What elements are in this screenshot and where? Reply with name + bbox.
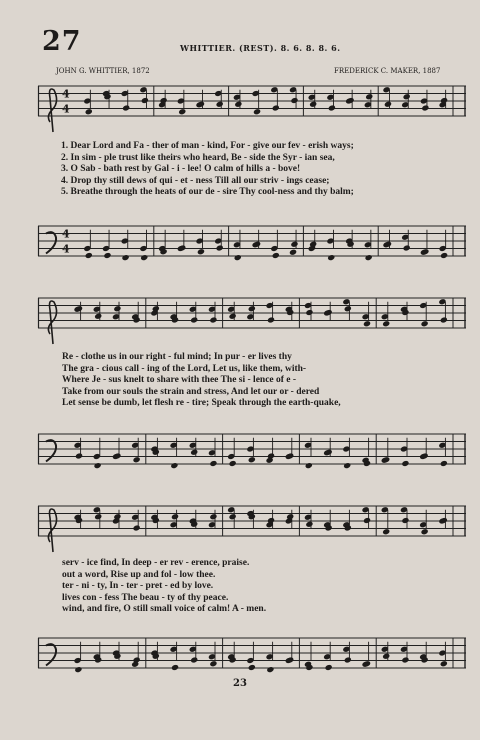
note-head bbox=[272, 104, 280, 111]
lyric-line: out a word, Rise up and fol - low thee. bbox=[62, 569, 216, 580]
bass-staff-1 bbox=[38, 220, 466, 262]
note-head bbox=[253, 108, 261, 115]
note-head bbox=[85, 108, 93, 115]
lyric-line: Re - clothe us in our right - ful mind; In pur - er lives thy bbox=[62, 352, 292, 362]
note-head bbox=[209, 316, 217, 323]
note-head bbox=[74, 666, 82, 673]
note-head bbox=[197, 248, 205, 255]
note-head bbox=[216, 101, 224, 108]
note-head bbox=[209, 660, 217, 667]
note-head bbox=[209, 460, 217, 467]
treble-clef-icon bbox=[48, 509, 56, 552]
lyric-line: 3. O Sab - bath rest by Gal - i - lee! O calm of hills a - bove! bbox=[61, 164, 301, 174]
note-head bbox=[141, 97, 149, 104]
note-head bbox=[421, 528, 429, 535]
note-head bbox=[122, 104, 130, 111]
note-head bbox=[103, 252, 111, 259]
lyric-line: The gra - cious call - ing of the Lord, Let us, like them, with- bbox=[62, 363, 307, 374]
note-head bbox=[234, 254, 242, 261]
note-head bbox=[94, 462, 102, 469]
lyric-line: 2. In sim - ple trust like theirs who heard, Be - side the Syr - ian sea, bbox=[61, 152, 335, 163]
note-head bbox=[365, 254, 373, 261]
time-signature: 4 bbox=[62, 227, 70, 241]
note-head bbox=[140, 254, 148, 261]
note-head bbox=[365, 93, 373, 100]
note-head bbox=[290, 97, 298, 104]
note-head bbox=[266, 666, 274, 673]
composer-credit: FREDERICK C. MAKER, 1887 bbox=[334, 67, 441, 75]
treble-staff-2 bbox=[38, 292, 466, 334]
note-head bbox=[234, 101, 242, 108]
time-signature: 4 bbox=[62, 102, 70, 116]
note-head bbox=[190, 656, 198, 663]
note-head bbox=[327, 254, 335, 261]
note-head bbox=[190, 316, 198, 323]
treble-clef-icon bbox=[48, 89, 56, 132]
lyric-line: lives con - fess The beau - ty of thy peace. bbox=[62, 592, 229, 603]
lyric-line: wind, and fire, O still small voice of calm! A - men. bbox=[62, 604, 267, 614]
note-head bbox=[229, 313, 237, 320]
lyrics-block-3 bbox=[62, 558, 266, 616]
note-head bbox=[209, 513, 217, 520]
time-signature: 4 bbox=[62, 87, 70, 101]
time-signature: 4 bbox=[62, 242, 70, 256]
lyric-line: 1. Dear Lord and Fa - ther of man - kind, For - give our fev - erish ways; bbox=[61, 141, 354, 151]
note-head bbox=[382, 320, 390, 327]
note-head bbox=[171, 513, 179, 520]
note-head bbox=[325, 664, 333, 671]
note-head bbox=[403, 93, 411, 100]
lyric-line: 4. Drop thy still dews of qui - et - ness Till all our striv - ings cease; bbox=[61, 175, 330, 186]
note-head bbox=[94, 313, 102, 320]
note-head bbox=[384, 101, 392, 108]
lyrics-block-2 bbox=[62, 352, 341, 410]
note-head bbox=[248, 305, 256, 312]
tune-name: WHITTIER. (REST). 8. 6. 8. 8. 6. bbox=[180, 43, 341, 53]
note-head bbox=[440, 660, 448, 667]
note-head bbox=[343, 462, 351, 469]
note-head bbox=[290, 241, 298, 248]
note-head bbox=[309, 101, 317, 108]
note-head bbox=[178, 108, 186, 115]
bass-clef-icon bbox=[46, 232, 56, 253]
note-head bbox=[363, 320, 371, 327]
note-head bbox=[289, 249, 297, 256]
note-head bbox=[305, 309, 313, 316]
note-head bbox=[363, 517, 371, 524]
bass-staff-2 bbox=[38, 428, 466, 470]
page-number: 23 bbox=[233, 678, 247, 689]
treble-staff-1 bbox=[38, 80, 466, 122]
lyrics-block-1 bbox=[61, 141, 354, 199]
note-head bbox=[248, 664, 256, 671]
note-head bbox=[113, 305, 121, 312]
lyric-line: Let sense be dumb, let flesh re - tire; Speak through the earth-quake, bbox=[62, 398, 341, 408]
note-head bbox=[272, 252, 280, 259]
note-head bbox=[401, 517, 409, 524]
note-head bbox=[328, 104, 336, 111]
note-head bbox=[440, 252, 448, 259]
note-head bbox=[421, 320, 429, 327]
note-head bbox=[305, 462, 313, 469]
note-head bbox=[305, 521, 313, 528]
note-head bbox=[403, 244, 411, 251]
note-head bbox=[267, 316, 275, 323]
bass-clef-icon bbox=[46, 644, 56, 665]
note-head bbox=[229, 460, 237, 467]
note-head bbox=[122, 254, 130, 261]
lyric-line: ter - ni - ty, In - ter - pret - ed by love. bbox=[62, 581, 214, 591]
note-head bbox=[401, 656, 409, 663]
note-head bbox=[85, 252, 93, 259]
note-head bbox=[229, 513, 237, 520]
lyric-line: Where Je - sus knelt to share with thee The si - lence of e - bbox=[62, 375, 297, 385]
treble-clef-icon bbox=[48, 301, 56, 344]
note-head bbox=[382, 528, 390, 535]
note-head bbox=[421, 104, 429, 111]
author-credit: JOHN G. WHITTIER, 1872 bbox=[56, 67, 150, 75]
note-head bbox=[248, 456, 256, 463]
note-head bbox=[401, 460, 409, 467]
note-head bbox=[94, 513, 102, 520]
bass-clef-icon bbox=[46, 440, 56, 461]
lyric-line: 5. Breathe through the heats of our de - sire Thy cool-ness and thy balm; bbox=[61, 187, 354, 197]
hymn-number: 27 bbox=[42, 26, 82, 57]
lyric-line: Take from our souls the strain and stress, And let our or - dered bbox=[62, 386, 320, 397]
note-head bbox=[440, 460, 448, 467]
note-head bbox=[133, 456, 141, 463]
note-head bbox=[190, 449, 198, 456]
note-head bbox=[171, 664, 179, 671]
note-head bbox=[75, 452, 83, 459]
note-head bbox=[133, 524, 141, 531]
note-head bbox=[170, 462, 178, 469]
note-head bbox=[344, 656, 352, 663]
treble-staff-3 bbox=[38, 500, 466, 542]
lyric-line: serv - ice find, In deep - er rev - erence, praise. bbox=[62, 558, 250, 568]
note-head bbox=[382, 653, 390, 660]
bass-staff-3 bbox=[38, 632, 466, 674]
note-head bbox=[440, 316, 448, 323]
note-head bbox=[344, 305, 352, 312]
note-head bbox=[216, 244, 224, 251]
